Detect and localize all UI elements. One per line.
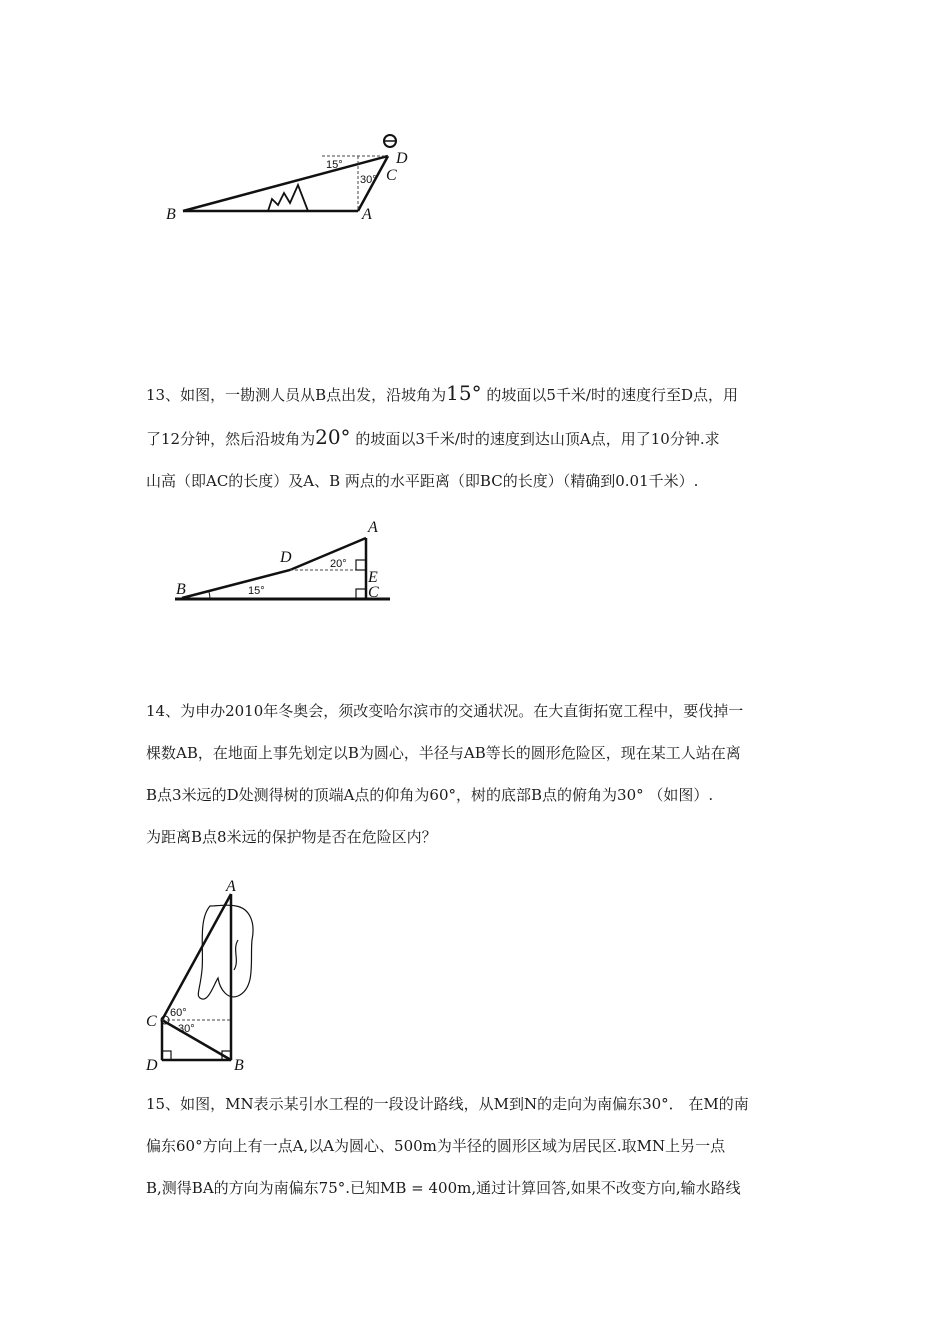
problem-14-line-4: 为距离B点8米远的保护物是否在危险区内？ <box>146 828 437 846</box>
label-b: B <box>234 1057 244 1074</box>
label-e: E <box>368 569 378 586</box>
right-angle-e <box>356 560 366 570</box>
label-c: C <box>146 1013 157 1030</box>
problem-13-line-3: 山高（即AC的长度）及A、B 两点的水平距离（即BC的长度）（精确到0.01千米）. <box>146 472 699 490</box>
angle-30-label: 30° <box>360 174 377 186</box>
figure-13 <box>170 512 400 607</box>
angle-20-inline: 20° <box>315 425 351 449</box>
figure-14 <box>140 880 280 1080</box>
right-angle-d <box>162 1051 171 1060</box>
problem-15-line-3: B,测得BA的方向为南偏东75°.已知MB = 400m,通过计算回答,如果不改变方向,输水路线 <box>146 1179 741 1197</box>
problem-14-line-1: 14、为申办2010年冬奥会，须改变哈尔滨市的交通状况。在大直街拓宽工程中，要伐掉一 <box>146 702 744 720</box>
figure-12 <box>150 125 430 235</box>
problem-15-line-1: 15、如图，MN表示某引水工程的一段设计路线，从M到N的走向为南偏东30°． 在M的南 <box>146 1095 749 1113</box>
label-d: D <box>280 549 292 566</box>
label-a: A <box>362 206 372 223</box>
problem-15 <box>146 1083 806 1209</box>
problem-13-number: 13、 <box>146 386 181 404</box>
sight-cb <box>162 1020 231 1060</box>
angle-15-inline: 15° <box>446 381 482 405</box>
label-b: B <box>176 581 186 598</box>
angle-15-label: 15° <box>248 585 265 597</box>
problem-15-number: 15、 <box>146 1095 181 1113</box>
problem-14 <box>146 690 806 858</box>
label-a: A <box>226 878 236 895</box>
label-c: C <box>368 584 379 601</box>
angle-60-label: 60° <box>170 1007 187 1019</box>
figure-14-diagram <box>140 880 280 1080</box>
label-b: B <box>166 206 176 223</box>
angle-15-label: 15° <box>326 159 343 171</box>
angle-30-label: 30° <box>178 1023 195 1035</box>
figure-13-diagram <box>170 512 400 607</box>
sight-ca <box>162 894 231 1020</box>
angle-20-label: 20° <box>330 558 347 570</box>
problem-13-line-2: 了12分钟，然后沿坡角为20° 的坡面以3千米/时的速度到达山顶A点，用了10分钟.求 <box>146 425 720 449</box>
problem-13-line-1: 13、如图，一勘测人员从B点出发，沿坡角为15° 的坡面以5千米/时的速度行至D点，用 <box>146 381 738 405</box>
label-c: C <box>386 167 397 184</box>
problem-14-line-3: B点3米远的D处测得树的顶端A点的仰角为60°，树的底部B点的俯角为30° （如图）. <box>146 786 714 804</box>
problem-15-line-2: 偏东60°方向上有一点A,以A为圆心、500m为半径的圆形区域为居民区.取MN上另一点 <box>146 1137 726 1155</box>
problem-14-number: 14、 <box>146 702 181 720</box>
label-d: D <box>146 1057 158 1074</box>
tree-sketch <box>198 905 253 999</box>
label-d: D <box>396 150 408 167</box>
mountain-sketch <box>268 185 308 211</box>
problem-14-line-2: 棵数AB，在地面上事先划定以B为圆心，半径与AB等长的圆形危险区，现在某工人站在离 <box>146 744 741 762</box>
segment-bd <box>183 156 388 211</box>
figure-12-diagram <box>150 125 430 235</box>
label-a: A <box>368 519 378 536</box>
problem-13 <box>146 372 806 502</box>
